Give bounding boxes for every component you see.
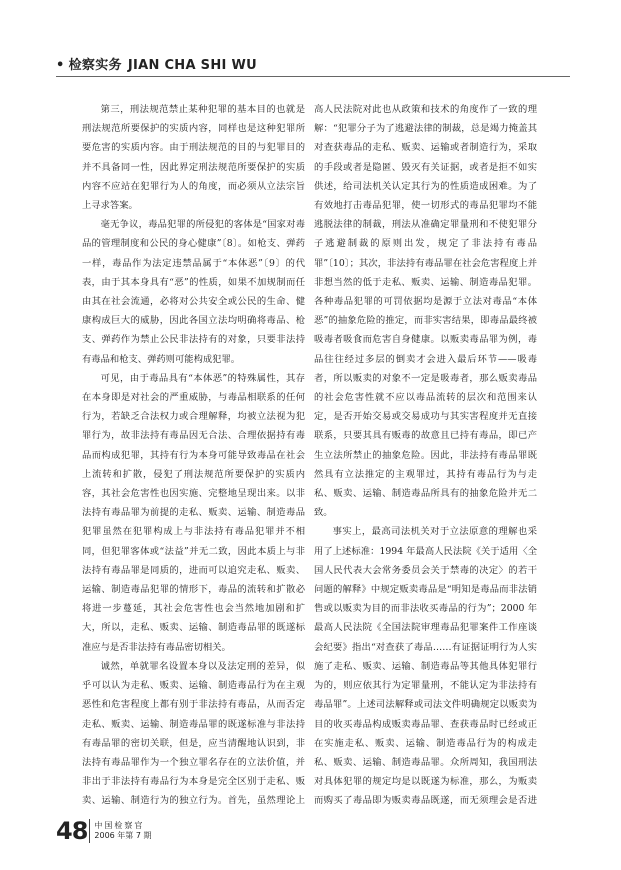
paragraph: 第三，刑法规范禁止某种犯罪的基本目的也就是刑法规范所要保护的实质内容，同样也是这种犯罪所要危害的实质内容。由于刑法规范的目的与犯罪目的并不具备同一性，因此界定刑法规范所要保护的实质内容不应站在犯罪行为人的角度，而必须从立法宗旨上寻求答案。 [82, 104, 305, 212]
paragraph: 高人民法院对此也从政策和技术的角度作了一致的理解：“犯罪分子为了逃避法律的制裁，总是竭力掩盖其对查获毒品的走私、贩卖、运输或者制造行为，采取的手段或者是隐匿、毁灭有关证据，或者是拒不如实供述，给司法机关认定其行为的性质造成困难。为了有效地打击毒品犯罪，使一切形式的毒品犯罪均不能逃脱法律的制裁，刑法从准确定罪量刑和不使犯罪分子逃避制裁的原则出发，规定了非法持有毒品罪”〔10〕；其次，非法持有毒品罪在社会危害程度上并非想当然的低于走私、贩卖、运输、制造毒品犯罪。各种毒品犯罪的可罚依据均是源于立法对毒品“本体恶”的抽象危险的推定，而非实害结果，即毒品最终被吸毒者吸食而危害自身健康。以贩卖毒品罪为例，毒品往往经过多层的倒卖才会进入最后环节——吸毒者，所以贩卖的对象不一定是吸毒者，那么贩卖毒品的社会危害性就不应以毒品流转的层次和范围来认定，是否开始交易或交易成功与其实害程度并无直接联系，只要其具有贩毒的故意且已持有毒品，即已产生立法所禁止的抽象危险。因此，非法持有毒品罪既然具有立法推定的主观罪过，其持有毒品行为与走私、贩卖、运输、制造毒品所具有的抽象危险并无二致。 [314, 104, 537, 519]
magazine-name: 中国检察官 [94, 821, 145, 830]
paragraph: 诚然，单就罪名设置本身以及法定刑的差异，似乎可以认为走私、贩卖、运输、制造毒品行为在主观恶性和危害程度上都有别于非法持有毒品，从而否定走私、贩卖、运输、制造毒品罪的既遂标准与非法持有毒品罪的密切关联，但是，应当清醒地认识到，非法持有毒品罪作为一个独立罪名存在的立法价值，并非出于非法持有毒品行为本身是完全区别于走私、贩卖、运输、制造行为的独立行为。首先，虽然理论上 [82, 660, 305, 806]
paragraph: 可见，由于毒品具有“本体恶”的特殊属性，其存在本身即是对社会的严重威胁，与毒品相联系的任何行为，若缺乏合法权力或合理解释，均被立法视为犯罪行为，故非法持有毒品因无合法、合理依据持有毒品而构成犯罪，其持有行为本身可能导致毒品在社会上流转和扩散，侵犯了刑法规范所要保护的实质内容，其社会危害性也因实施、完整地呈现出来。以非法持有毒品罪为前提的走私、贩卖、运输、制造毒品犯罪虽然在犯罪构成上与非法持有毒品犯罪并不相同，但犯罪客体或“法益”并无二致，因此本质上与非法持有毒品罪是同质的，进而可以追究走私、贩卖、运输、制造毒品犯罪的情形下，毒品的流转和扩散必将进一步蔓延，其社会危害性也会当然地加剧和扩大，所以，走私、贩卖、运输、制造毒品罪的既遂标准应与是否非法持有毒品密切相关。 [82, 372, 305, 653]
footer-divider [89, 819, 90, 843]
right-text-column [314, 100, 537, 806]
page-number: 48 [56, 817, 88, 845]
section-title-english: JIAN CHA SHI WU [127, 58, 257, 73]
paragraph: 毫无争议，毒品犯罪的所侵犯的客体是“国家对毒品的管理制度和公民的身心健康”〔8〕。如枪支、弹药一样，毒品作为法定违禁品属于“本体恶”〔9〕的代表，由于其本身具有“恶”的性质，如果不加规制而任由其在社会流通，必将对公共安全或公民的生命、健康构成巨大的威胁，因此各国立法均明确将毒品、枪支、弹药作为禁止公民非法持有的对象，只要非法持有毒品和枪支、弹药则可能构成犯罪。 [82, 219, 305, 365]
paragraph: 事实上，最高司法机关对于立法原意的理解也采用了上述标准：1994 年最高人民法院《关于适用〈全国人民代表大会常务委员会关于禁毒的决定〉的若干问题的解释》中规定贩卖毒品是“明知是毒品而非法销售或以贩卖为目的而非法收买毒品的行为”；2000 年最高人民法院《全国法院审理毒品犯罪案件工作座谈会纪要》指出“对查获了毒品……有证据证明行为人实施了走私、贩卖、运输、制造毒品等其他具体犯罪行为的，则应依其行为定罪量刑，不能认定为非法持有毒品罪”。上述司法解释或司法文件明确规定以贩卖为目的收买毒品构成贩卖毒品罪、查获毒品时已经或正在实施走私、贩卖、运输、制造毒品行为的构成走私、贩卖、运输、制造毒品罪。众所周知，我国刑法对具体犯罪的规定均是以既遂为标准，那么，为贩卖而购买了毒品即为贩卖毒品既遂，而无须理会是否进 [314, 526, 537, 806]
header-bullet: • [56, 58, 65, 73]
page-footer [56, 818, 151, 844]
magazine-info [94, 821, 151, 841]
section-header [56, 54, 257, 73]
magazine-issue: 2006 年第 7 期 [94, 831, 152, 840]
header-divider [56, 76, 570, 77]
section-title: 检察实务 [68, 58, 122, 73]
left-text-column [82, 100, 305, 806]
